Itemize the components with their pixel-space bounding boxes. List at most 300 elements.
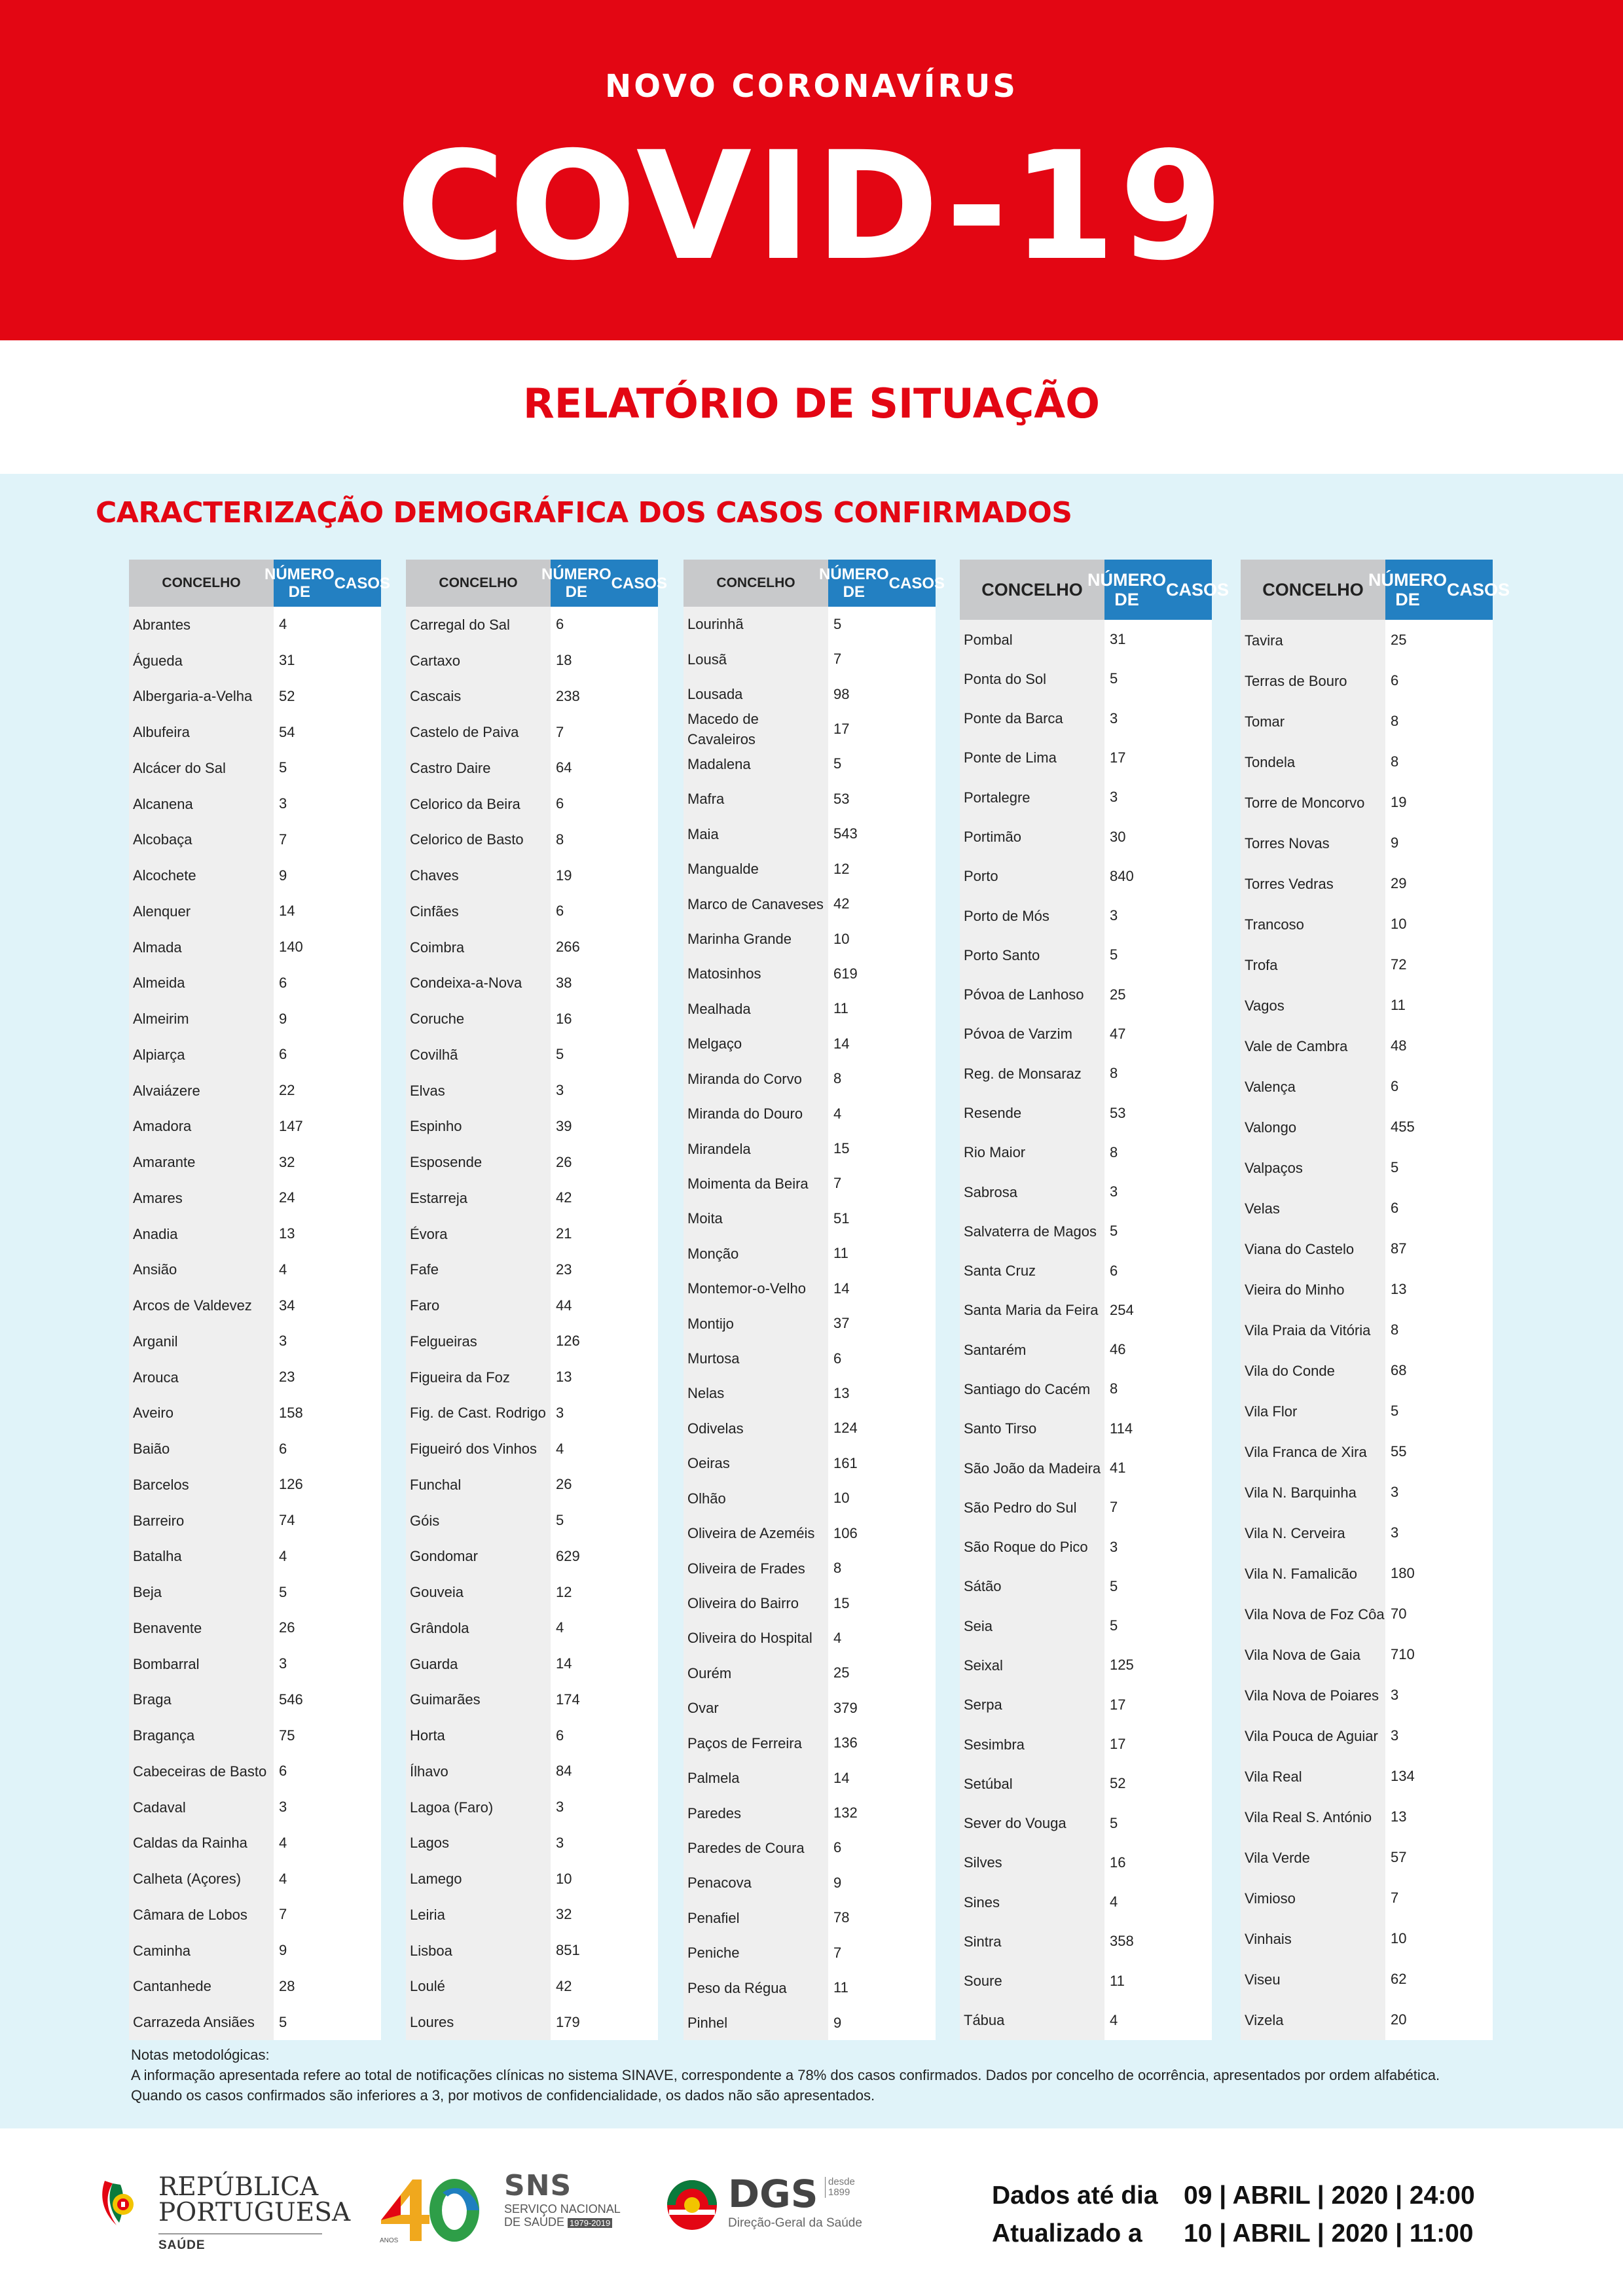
concelho-cell: Póvoa de Varzim xyxy=(964,1026,1072,1043)
cases-cell: 179 xyxy=(556,2013,580,2030)
cases-cell: 72 xyxy=(1391,956,1407,973)
concelho-cell: Vale de Cambra xyxy=(1245,1037,1348,1054)
dgs-since-label: desde 1899 xyxy=(825,2177,855,2198)
cases-cell: 24 xyxy=(279,1189,295,1206)
table-row xyxy=(684,817,936,852)
cases-cell: 47 xyxy=(1110,1025,1126,1042)
table-row xyxy=(406,1969,658,2005)
concelho-cell: Carrazeda Ansiães xyxy=(133,2014,255,2031)
concelho-cell: Vila Real S. António xyxy=(1245,1808,1372,1825)
cases-cell: 3 xyxy=(556,1799,564,1816)
concelho-cell: Seia xyxy=(964,1617,993,1634)
concelho-cell: Macedo de Cavaleiros xyxy=(687,710,759,747)
concelho-cell: Valença xyxy=(1245,1078,1296,1095)
cases-cell: 17 xyxy=(833,720,850,737)
cases-cell: 11 xyxy=(1391,997,1406,1013)
concelho-cell: Funchal xyxy=(410,1476,462,1493)
concelho-header: CONCELHO xyxy=(1241,560,1385,620)
updated-row xyxy=(992,2215,1475,2253)
table-row xyxy=(406,1646,658,1682)
table-row xyxy=(129,1359,381,1395)
table-row xyxy=(129,786,381,822)
concelho-cell: Guimarães xyxy=(410,1691,481,1708)
cases-header: NÚMERO DE CASOS xyxy=(828,560,936,607)
concelho-cell: Coruche xyxy=(410,1011,465,1028)
cases-cell: 546 xyxy=(279,1691,303,1708)
cases-cell: 3 xyxy=(279,1333,287,1350)
concelho-cell: Matosinhos xyxy=(687,965,761,982)
table-row xyxy=(684,1586,936,1621)
concelho-header: CONCELHO xyxy=(684,560,828,607)
concelho-cell: Montijo xyxy=(687,1315,734,1332)
cases-cell: 84 xyxy=(556,1763,572,1780)
concelho-cell: Nelas xyxy=(687,1385,725,1402)
table-row xyxy=(684,1761,936,1795)
cases-cell: 6 xyxy=(556,1727,564,1744)
cases-cell: 9 xyxy=(833,1874,842,1891)
table-row xyxy=(406,1610,658,1646)
concelho-cell: Sabrosa xyxy=(964,1183,1017,1200)
concelho-cell: Elvas xyxy=(410,1082,445,1099)
concelho-cell: Caldas da Rainha xyxy=(133,1835,247,1852)
table-row xyxy=(406,750,658,786)
table-row xyxy=(406,1825,658,1861)
cases-cell: 266 xyxy=(556,939,580,956)
cases-cell: 126 xyxy=(279,1476,303,1493)
concelho-cell: Odivelas xyxy=(687,1420,744,1437)
concelho-cell: Barreiro xyxy=(133,1512,185,1529)
cases-cell: 5 xyxy=(1110,1223,1118,1240)
cases-cell: 5 xyxy=(1110,1814,1118,1831)
table-body xyxy=(684,607,936,2040)
concelho-cell: Vila Nova de Gaia xyxy=(1245,1646,1360,1663)
concelho-cell: Alcanena xyxy=(133,795,193,812)
cases-cell: 4 xyxy=(279,1547,287,1564)
cases-cell: 13 xyxy=(556,1369,572,1386)
table-row xyxy=(406,1180,658,1216)
table-row xyxy=(129,857,381,893)
table-row xyxy=(684,1551,936,1585)
concelho-cell: Madalena xyxy=(687,755,751,772)
cases-cell: 6 xyxy=(833,1839,842,1856)
concelho-cell: Santarém xyxy=(964,1341,1027,1358)
cases-cell: 18 xyxy=(556,652,572,669)
table-row xyxy=(406,1323,658,1359)
table-row xyxy=(684,992,936,1026)
concelho-cell: São João da Madeira xyxy=(964,1460,1101,1477)
cases-cell: 19 xyxy=(1391,794,1407,810)
concelho-cell: Ovar xyxy=(687,1700,719,1717)
cases-cell: 6 xyxy=(1110,1262,1118,1279)
table-row xyxy=(129,1431,381,1467)
cases-cell: 174 xyxy=(556,1691,580,1708)
table-row xyxy=(960,1014,1212,1054)
table-row xyxy=(684,1481,936,1516)
cases-cell: 4 xyxy=(556,1619,564,1636)
table-row xyxy=(1241,823,1493,863)
table-row xyxy=(129,1610,381,1646)
table-row xyxy=(1241,1918,1493,1959)
cases-cell: 8 xyxy=(556,831,564,848)
table-row xyxy=(129,607,381,643)
cases-cell: 6 xyxy=(279,974,287,991)
cases-cell: 26 xyxy=(556,1153,572,1170)
republica-portuguesa-emblem-icon xyxy=(98,2176,137,2228)
notes-title: Notas metodológicas: xyxy=(131,2047,270,2063)
table-row xyxy=(406,1861,658,1897)
table-row xyxy=(960,1409,1212,1448)
concelho-cell: Paredes de Coura xyxy=(687,1839,805,1856)
cases-cell: 13 xyxy=(279,1225,295,1242)
cases-cell: 14 xyxy=(833,1280,850,1297)
table-row xyxy=(960,1685,1212,1725)
concelho-cell: Murtosa xyxy=(687,1350,740,1367)
concelho-cell: Maia xyxy=(687,825,719,842)
cases-cell: 6 xyxy=(833,1350,842,1367)
cases-cell: 3 xyxy=(1391,1484,1399,1500)
table-row xyxy=(684,1516,936,1551)
table-row xyxy=(684,1096,936,1131)
table-row xyxy=(1241,1959,1493,2000)
cases-cell: 9 xyxy=(279,1942,287,1959)
table-row xyxy=(960,1369,1212,1408)
table-row xyxy=(129,1861,381,1897)
concelho-cell: Figueira da Foz xyxy=(410,1369,510,1386)
table-row xyxy=(129,1395,381,1431)
cases-cell: 5 xyxy=(1110,1617,1118,1634)
concelho-cell: Lousã xyxy=(687,651,727,668)
table-row xyxy=(960,1251,1212,1291)
concelho-cell: Seixal xyxy=(964,1657,1003,1674)
concelho-cell: Portalegre xyxy=(964,789,1030,806)
concelho-cell: Leiria xyxy=(410,1906,445,1923)
cases-cell: 8 xyxy=(1110,1065,1118,1082)
cases-cell: 25 xyxy=(1391,632,1407,648)
table-row xyxy=(406,1431,658,1467)
concelho-cell: Oliveira do Hospital xyxy=(687,1630,812,1647)
cases-cell: 3 xyxy=(1391,1727,1399,1744)
cases-cell: 3 xyxy=(556,1404,564,1421)
cases-cell: 125 xyxy=(1110,1657,1134,1674)
cases-cell: 3 xyxy=(279,795,287,812)
table-row xyxy=(960,1488,1212,1527)
table-row xyxy=(684,1901,936,1935)
cases-cell: 38 xyxy=(556,974,572,991)
table-row xyxy=(406,1789,658,1825)
cases-cell: 5 xyxy=(556,1512,564,1529)
table-row xyxy=(684,1166,936,1201)
cases-cell: 14 xyxy=(279,903,295,920)
table-row xyxy=(129,893,381,929)
table-row xyxy=(406,2004,658,2040)
concelho-cell: Sines xyxy=(964,1893,1000,1910)
concelho-cell: Mangualde xyxy=(687,861,759,878)
table-body xyxy=(960,620,1212,2040)
cases-cell: 5 xyxy=(1110,946,1118,963)
table-row xyxy=(960,1882,1212,1922)
concelho-cell: Anadia xyxy=(133,1225,178,1242)
dgs-emblem-icon xyxy=(663,2176,721,2234)
cases-cell: 54 xyxy=(279,723,295,740)
table-header xyxy=(960,560,1230,620)
cases-cell: 124 xyxy=(833,1420,858,1437)
concelho-cell: Vizela xyxy=(1245,2011,1284,2028)
concelho-cell: Paços de Ferreira xyxy=(687,1734,802,1751)
table-row xyxy=(960,1172,1212,1211)
concelho-cell: Torres Novas xyxy=(1245,834,1330,852)
concelho-cell: Santiago do Cacém xyxy=(964,1380,1091,1397)
cases-cell: 53 xyxy=(833,790,850,807)
table-row xyxy=(684,677,936,711)
concelho-cell: Terras de Bouro xyxy=(1245,672,1347,689)
table-row xyxy=(129,1682,381,1718)
cases-cell: 7 xyxy=(279,1906,287,1923)
concelho-cell: Lagos xyxy=(410,1835,449,1852)
table-row xyxy=(960,659,1212,698)
concelho-cell: Cadaval xyxy=(133,1799,186,1816)
concelho-cell: Arganil xyxy=(133,1333,178,1350)
title-banner xyxy=(0,0,1623,340)
table-row xyxy=(129,1753,381,1789)
updated-label: Atualizado a xyxy=(992,2219,1142,2248)
table-row xyxy=(129,1969,381,2005)
notes-line-2: Quando os casos confirmados são inferiores a 3, por motivos de confidencialidade, os dados não são apresentados. xyxy=(131,2087,875,2104)
methodology-notes xyxy=(131,2045,1571,2106)
cases-cell: 9 xyxy=(1391,834,1399,851)
concelho-cell: Chaves xyxy=(410,867,459,884)
concelho-cell: Alpiarça xyxy=(133,1046,185,1063)
table-header xyxy=(1241,560,1510,620)
concelho-cell: Aveiro xyxy=(133,1405,173,1422)
cases-cell: 46 xyxy=(1110,1341,1126,1358)
concelho-cell: Moita xyxy=(687,1210,723,1227)
table-row xyxy=(1241,2000,1493,2040)
concelho-cell: Paredes xyxy=(687,1804,741,1821)
concelho-cell: Viana do Castelo xyxy=(1245,1240,1355,1257)
cases-cell: 21 xyxy=(556,1225,572,1242)
cases-cell: 106 xyxy=(833,1524,858,1541)
concelho-cell: Grândola xyxy=(410,1619,469,1636)
concelho-cell: Almeirim xyxy=(133,1011,189,1028)
table-row xyxy=(960,778,1212,817)
table-row xyxy=(129,1717,381,1753)
cases-cell: 3 xyxy=(556,1082,564,1099)
cases-cell: 4 xyxy=(556,1440,564,1457)
table-row xyxy=(129,714,381,750)
table-body xyxy=(129,607,381,2040)
concelho-cell: Amares xyxy=(133,1189,183,1206)
report-dates xyxy=(992,2177,1475,2253)
concelho-cell: Vila N. Famalicão xyxy=(1245,1565,1357,1582)
table-row xyxy=(129,1467,381,1503)
concelho-cell: Soure xyxy=(964,1973,1002,1990)
table-row xyxy=(129,965,381,1001)
table-row xyxy=(406,1073,658,1109)
table-row xyxy=(960,699,1212,738)
cases-cell: 9 xyxy=(279,1010,287,1027)
cases-cell: 7 xyxy=(833,1944,842,1961)
table-row xyxy=(129,1323,381,1359)
cases-cell: 26 xyxy=(556,1476,572,1493)
table-row xyxy=(960,1567,1212,1606)
concelho-cell: Valongo xyxy=(1245,1119,1297,1136)
cases-cell: 13 xyxy=(833,1384,850,1401)
concelho-header: CONCELHO xyxy=(960,560,1104,620)
cases-cell: 32 xyxy=(279,1153,295,1170)
concelho-cell: Cabeceiras de Basto xyxy=(133,1763,267,1780)
table-row xyxy=(406,822,658,858)
cases-cell: 31 xyxy=(1110,631,1126,648)
table-row xyxy=(129,1252,381,1288)
table-row xyxy=(129,1216,381,1252)
cases-cell: 5 xyxy=(1391,1159,1399,1175)
table-row xyxy=(406,929,658,965)
table-row xyxy=(684,1795,936,1830)
concelho-cell: Cartaxo xyxy=(410,652,461,669)
cases-cell: 78 xyxy=(833,1909,850,1926)
cases-cell: 25 xyxy=(1110,986,1126,1003)
banner-title: COVID-19 xyxy=(395,119,1228,293)
table-row xyxy=(684,1656,936,1691)
concelho-cell: Pinhel xyxy=(687,2015,728,2032)
concelho-cell: Castelo de Paiva xyxy=(410,724,519,741)
cases-cell: 13 xyxy=(1391,1281,1407,1297)
cases-cell: 19 xyxy=(556,867,572,884)
cases-cell: 4 xyxy=(279,1834,287,1851)
concelho-cell: Almada xyxy=(133,939,182,956)
table-row xyxy=(684,852,936,886)
concelho-cell: Sintra xyxy=(964,1933,1002,1950)
concelho-cell: Vila Praia da Vitória xyxy=(1245,1321,1371,1338)
table-row xyxy=(1241,1188,1493,1229)
table-row xyxy=(684,1131,936,1166)
concelho-cell: Oliveira de Frades xyxy=(687,1560,805,1577)
cases-cell: 34 xyxy=(279,1297,295,1314)
cases-cell: 136 xyxy=(833,1734,858,1751)
table-row xyxy=(129,1073,381,1109)
concelho-cell: Resende xyxy=(964,1105,1022,1122)
data-until-label: Dados até dia xyxy=(992,2181,1158,2210)
table-row xyxy=(129,1503,381,1539)
concelho-cell: Serpa xyxy=(964,1696,1002,1713)
concelho-cell: Porto Santo xyxy=(964,946,1040,963)
cases-cell: 5 xyxy=(1110,670,1118,687)
cases-cell: 37 xyxy=(833,1315,850,1332)
concelho-cell: Ansião xyxy=(133,1261,177,1278)
cases-cell: 379 xyxy=(833,1699,858,1716)
concelho-cell: Covilhã xyxy=(410,1046,458,1063)
concelho-cell: Vila Nova de Foz Côa xyxy=(1245,1605,1385,1623)
concelho-cell: Póvoa de Lanhoso xyxy=(964,986,1084,1003)
table-row xyxy=(129,1574,381,1610)
concelho-cell: Albufeira xyxy=(133,724,190,741)
concelho-cell: Celorico da Beira xyxy=(410,795,520,812)
cases-cell: 4 xyxy=(1110,1893,1118,1910)
table-row xyxy=(406,1144,658,1180)
concelho-cell: Porto de Mós xyxy=(964,907,1049,924)
table-row xyxy=(684,1061,936,1096)
concelho-cell: Reg. de Monsaraz xyxy=(964,1065,1082,1082)
cases-cell: 42 xyxy=(556,1977,572,1994)
cases-cell: 11 xyxy=(833,1000,848,1017)
table-row xyxy=(406,1717,658,1753)
concelho-cell: Celorico de Basto xyxy=(410,831,524,848)
cases-cell: 543 xyxy=(833,825,858,842)
table-row xyxy=(960,1725,1212,1764)
cases-cell: 7 xyxy=(279,831,287,848)
table-row xyxy=(684,607,936,641)
table-row xyxy=(129,679,381,715)
table-row xyxy=(129,2004,381,2040)
concelho-cell: São Pedro do Sul xyxy=(964,1499,1077,1516)
table-row xyxy=(1241,944,1493,985)
table-row xyxy=(406,893,658,929)
concelho-cell: Tavira xyxy=(1245,632,1283,649)
cases-cell: 10 xyxy=(556,1870,572,1887)
cases-cell: 7 xyxy=(833,1175,842,1192)
cases-cell: 23 xyxy=(279,1369,295,1386)
concelho-cell: Vila Franca de Xira xyxy=(1245,1443,1367,1460)
concelho-cell: Esposende xyxy=(410,1154,483,1171)
concelho-cell: Alvaiázere xyxy=(133,1082,200,1099)
cases-cell: 114 xyxy=(1110,1420,1133,1437)
concelho-cell: Vila Nova de Poiares xyxy=(1245,1687,1379,1704)
table-row xyxy=(1241,660,1493,701)
cases-cell: 3 xyxy=(1110,907,1118,924)
table-row xyxy=(1241,1391,1493,1431)
table-header xyxy=(406,560,668,607)
cases-cell: 6 xyxy=(1391,672,1399,689)
concelho-cell: Albergaria-a-Velha xyxy=(133,688,253,705)
cases-cell: 98 xyxy=(833,685,850,702)
cases-cell: 3 xyxy=(279,1655,287,1672)
table-header xyxy=(684,560,945,607)
concelho-cell: Oeiras xyxy=(687,1455,730,1472)
table-row xyxy=(960,1645,1212,1685)
table-row xyxy=(129,1144,381,1180)
cases-cell: 161 xyxy=(833,1454,858,1471)
concelho-cell: Miranda do Douro xyxy=(687,1105,803,1122)
concelho-cell: Mirandela xyxy=(687,1140,751,1157)
concelho-cell: Fig. de Cast. Rodrigo xyxy=(410,1405,546,1422)
sns-logo: SNS SERVIÇO NACIONAL DE SAÚDE 1979-2019 xyxy=(504,2169,621,2229)
concelho-cell: Amadora xyxy=(133,1118,192,1135)
table-row xyxy=(1241,1878,1493,1918)
table-row xyxy=(1241,1513,1493,1553)
dgs-logo: DGS desde 1899 Direção-Geral da Saúde xyxy=(728,2172,862,2230)
table-row xyxy=(406,1682,658,1718)
table-row xyxy=(684,711,936,746)
cases-cell: 4 xyxy=(1110,2011,1118,2028)
concelho-cell: Bombarral xyxy=(133,1655,200,1672)
table-row xyxy=(1241,1066,1493,1107)
table-row xyxy=(406,965,658,1001)
table-row xyxy=(1241,1675,1493,1715)
republica-portuguesa-logo: REPÚBLICA PORTUGUESA xyxy=(158,2172,351,2227)
cases-header: NÚMERO DE CASOS xyxy=(274,560,381,607)
concelho-cell: Olhão xyxy=(687,1490,726,1507)
table-row xyxy=(1241,1553,1493,1594)
table-body xyxy=(1241,620,1493,2040)
concelho-cell: Cantanhede xyxy=(133,1978,211,1995)
concelho-cell: Sátão xyxy=(964,1578,1002,1595)
cases-cell: 41 xyxy=(1110,1460,1126,1477)
cases-cell: 5 xyxy=(1391,1403,1399,1419)
cases-cell: 358 xyxy=(1110,1933,1134,1950)
concelho-cell: São Roque do Pico xyxy=(964,1539,1088,1556)
cases-header: NÚMERO DE CASOS xyxy=(1104,560,1212,620)
concelho-cell: Vinhais xyxy=(1245,1930,1292,1947)
